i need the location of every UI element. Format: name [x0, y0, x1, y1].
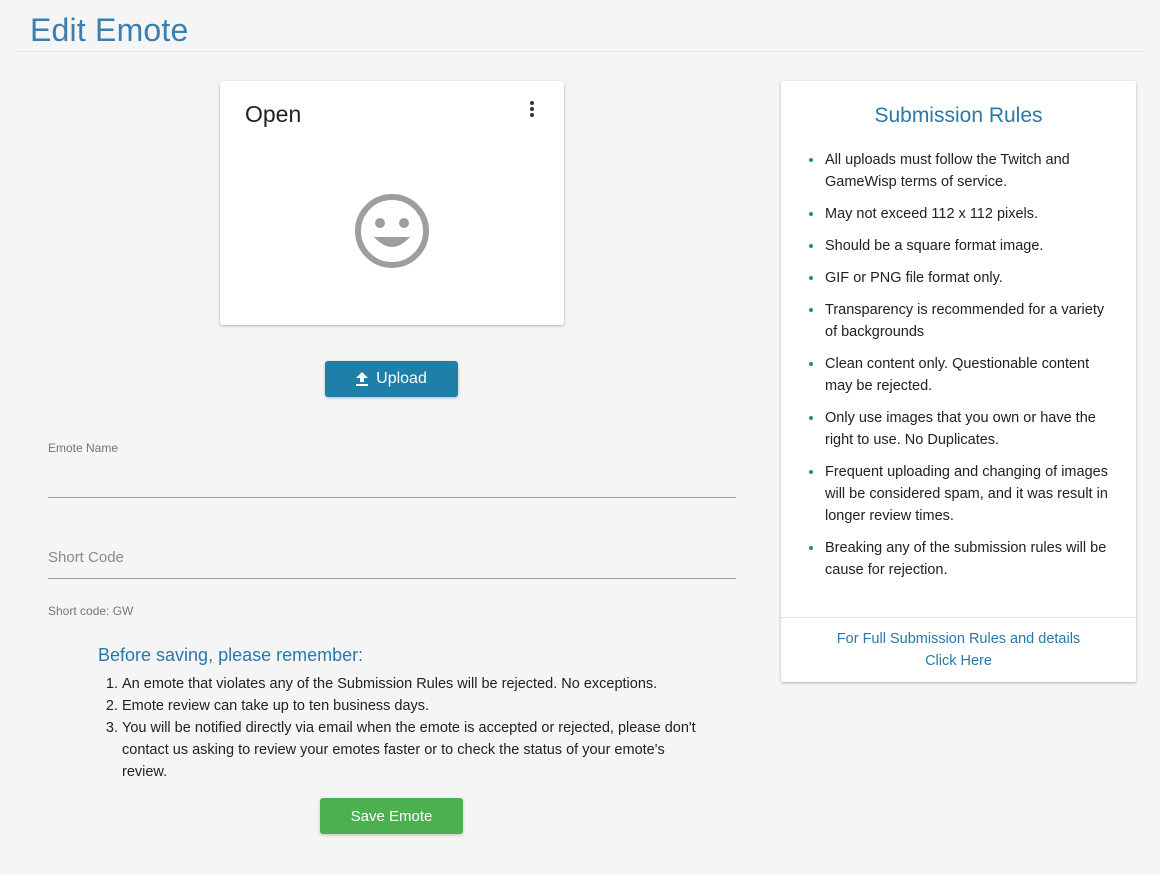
rule-item: Transparency is recommended for a variety of backgrounds	[825, 299, 1115, 343]
upload-button[interactable]	[325, 361, 458, 397]
rules-title: Submission Rules	[874, 104, 1043, 127]
rule-item: GIF or PNG file format only.	[825, 267, 1115, 289]
rule-item: Only use images that you own or have the right to use. No Duplicates.	[825, 407, 1115, 451]
rules-divider	[781, 617, 1136, 618]
more-vert-icon[interactable]	[524, 101, 540, 121]
rule-item: Should be a square format image.	[825, 235, 1115, 257]
title-divider	[16, 51, 1144, 52]
reminder-list	[98, 673, 712, 783]
emote-status: Open	[245, 101, 302, 127]
full-rules-link[interactable]: Click Here	[925, 653, 992, 669]
rules-list	[807, 149, 1115, 591]
emote-preview-card	[220, 81, 564, 325]
short-code-input[interactable]	[48, 545, 736, 579]
rule-item: Clean content only. Questionable content may be rejected.	[825, 353, 1115, 397]
reminder-item: 3. You will be notified directly via email when the emote is accepted or rejected, please don't contact us asking to review your emotes faster or to check the status of your emote's review.	[122, 717, 712, 783]
short-code-hint: Short code: GW	[48, 604, 134, 618]
reminder-item: 1. An emote that violates any of the Submission Rules will be rejected. No exceptions.	[122, 673, 712, 695]
submission-rules-panel	[781, 81, 1136, 682]
emote-name-input[interactable]	[48, 465, 736, 498]
reminder-item: 2. Emote review can take up to ten business days.	[122, 695, 712, 717]
upload-button-label: Upload	[376, 370, 427, 387]
full-rules-text: For Full Submission Rules and details	[836, 631, 1081, 647]
rule-item: Breaking any of the submission rules will be cause for rejection.	[825, 537, 1115, 581]
rule-item: All uploads must follow the Twitch and GameWisp terms of service.	[825, 149, 1115, 193]
reminder-title: Before saving, please remember:	[98, 645, 364, 665]
rule-item: Frequent uploading and changing of images will be considered spam, and it was result in longer review times.	[825, 461, 1115, 527]
rule-item: May not exceed 112 x 112 pixels.	[825, 203, 1115, 225]
page-title: Edit Emote	[30, 12, 189, 48]
smiley-face-icon	[352, 191, 432, 271]
upload-icon	[356, 372, 368, 386]
rules-footer	[781, 628, 1136, 672]
emote-name-label: Emote Name	[48, 441, 119, 455]
save-emote-button[interactable]: Save Emote	[320, 798, 463, 834]
